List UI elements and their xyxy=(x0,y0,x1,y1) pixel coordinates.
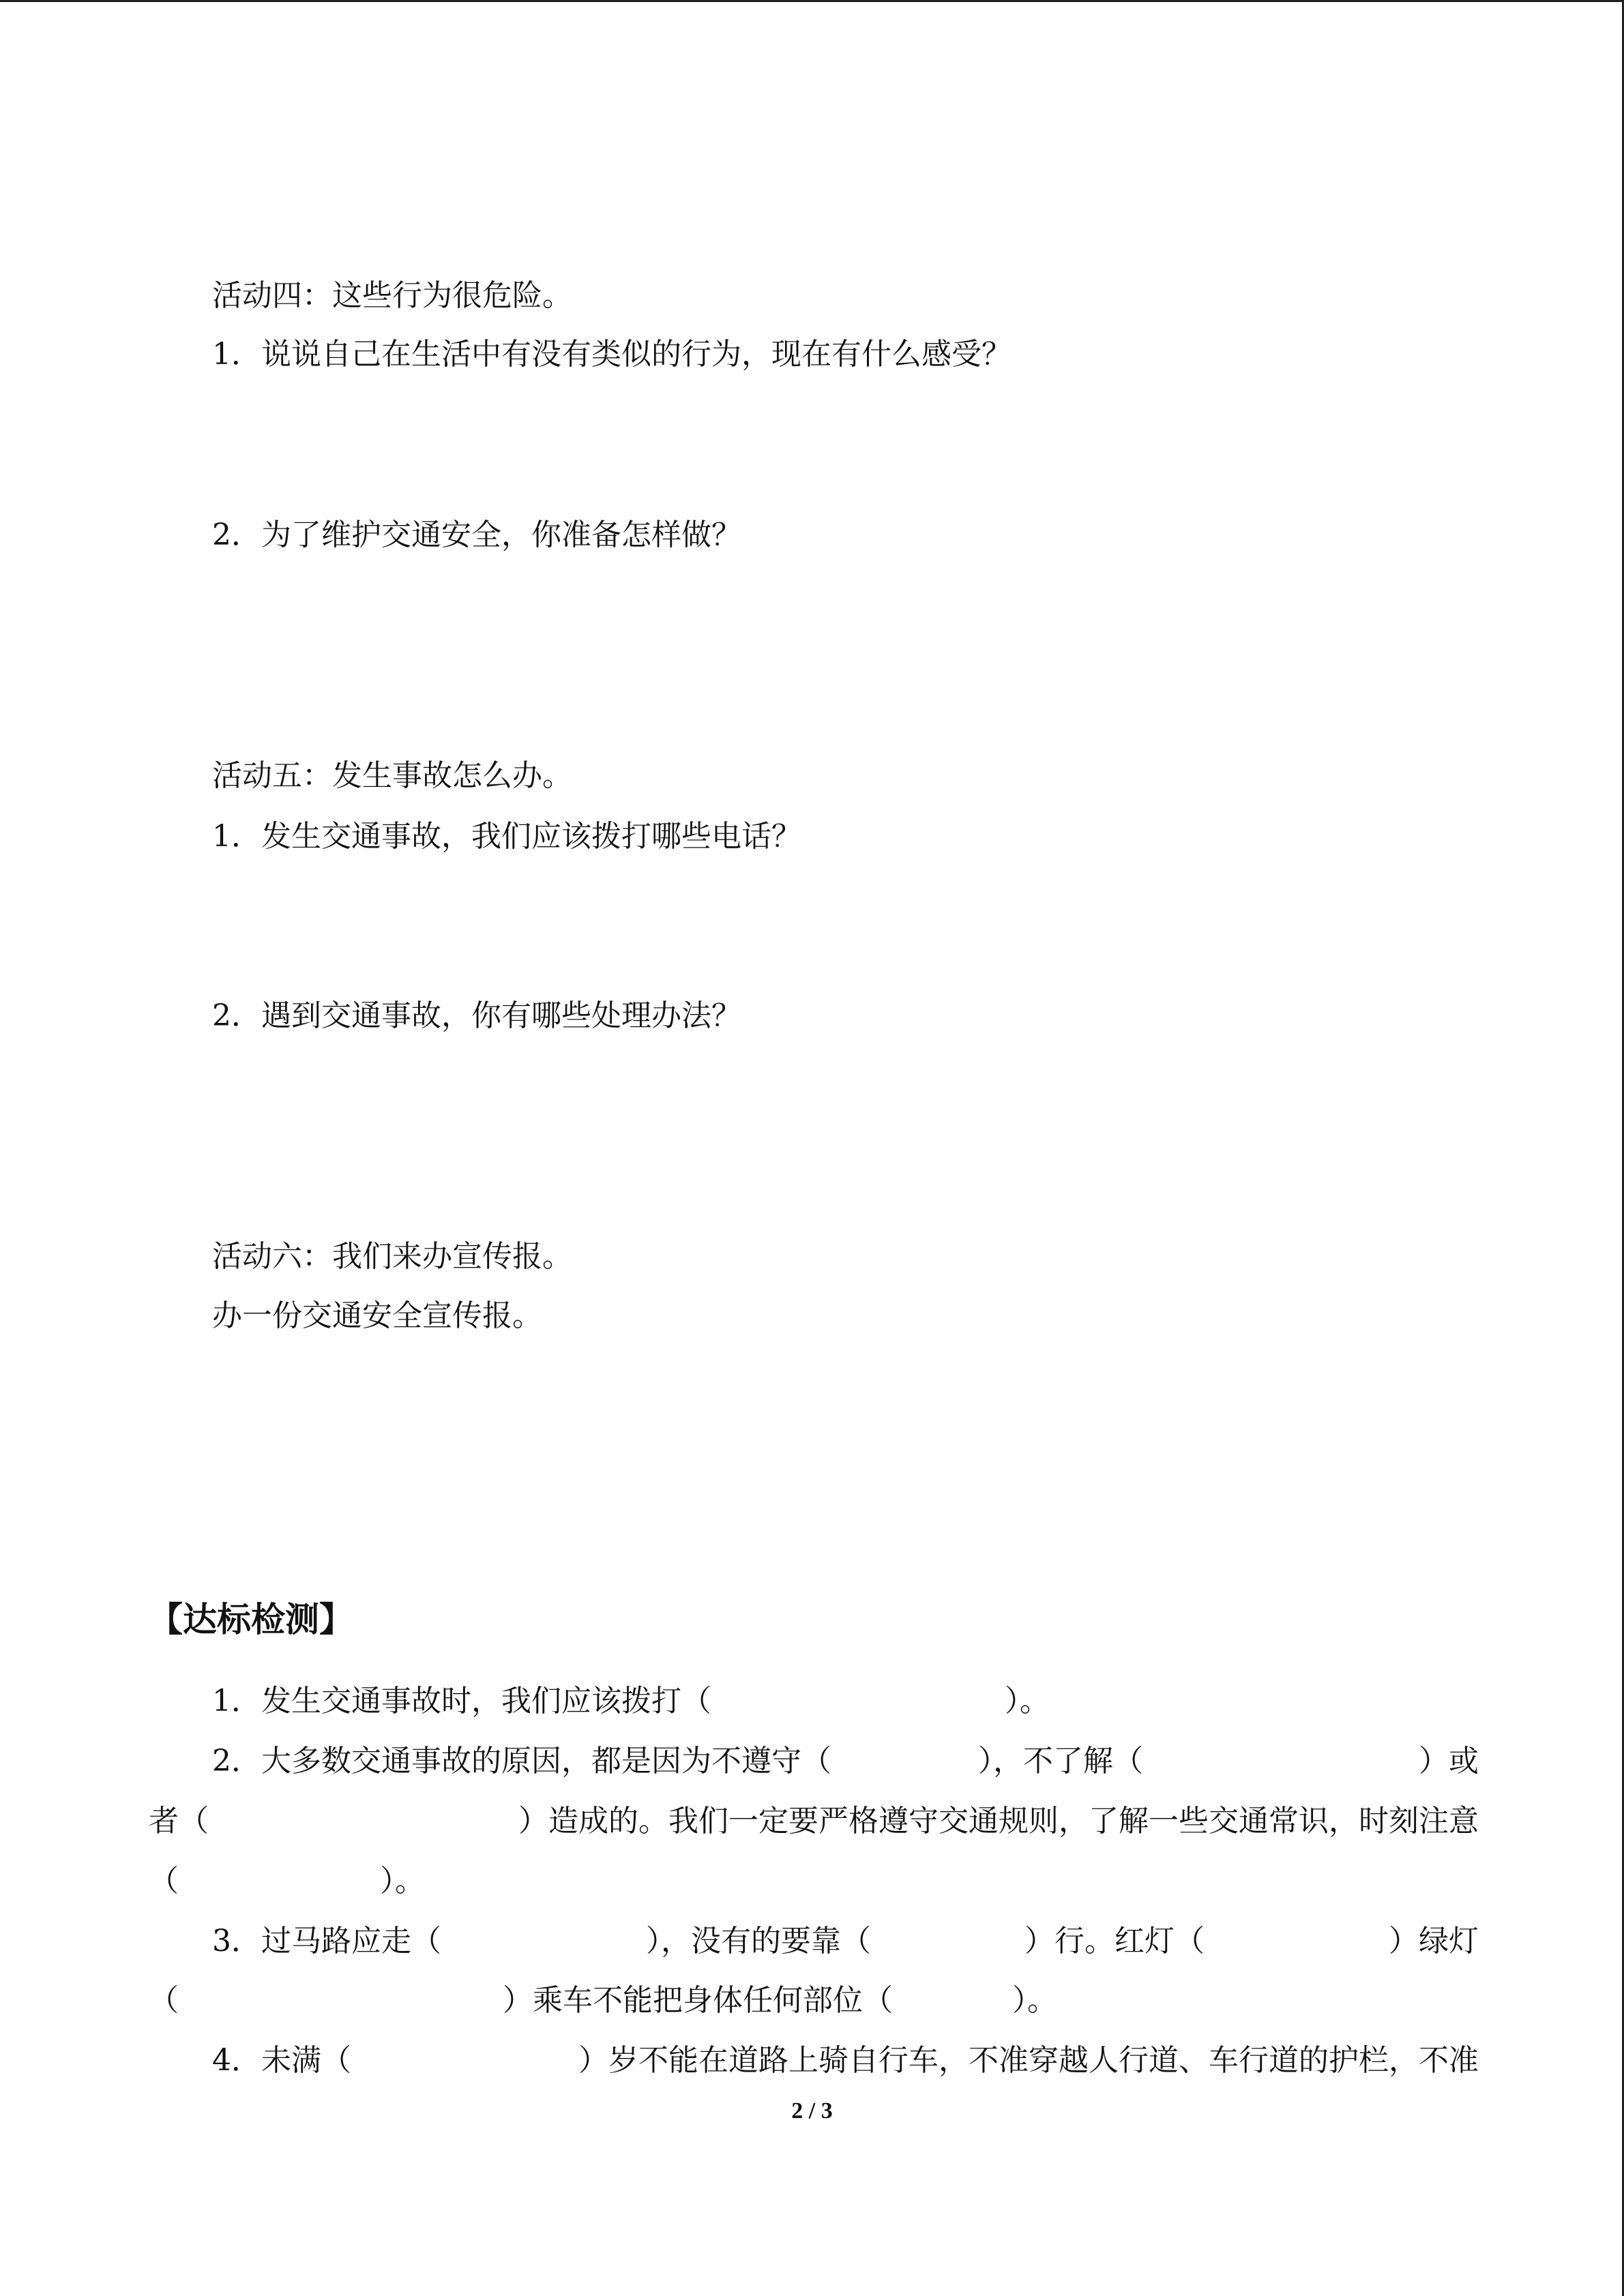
test-question-3-line-2 xyxy=(149,1980,1057,2021)
q4-text-a: 4．未满（ xyxy=(212,2043,351,2078)
q3-text-e: （ xyxy=(149,1983,179,2018)
test-question-2-line-3 xyxy=(149,1861,425,1902)
q4-text-b: ）岁不能在道路上骑自行车，不准穿越人行道、车行道的护栏，不准 xyxy=(578,2043,1479,2078)
top-border xyxy=(0,0,1624,2)
test-question-1 xyxy=(212,1681,1050,1722)
q2-text-c: ）或 xyxy=(1419,1744,1479,1778)
q3-text-f: ）乘车不能把身体任何部位（ xyxy=(503,1983,893,2018)
activity4-question-2: 2．为了维护交通安全，你准备怎样做？ xyxy=(212,518,741,552)
q3-text-g: ）。 xyxy=(1012,1983,1057,2018)
activity4-question-1: 1．说说自己在生活中有没有类似的行为，现在有什么感受？ xyxy=(212,337,1012,372)
q3-text-d: ）绿灯 xyxy=(1389,1924,1479,1958)
q3-text-a: 3．过马路应走（ xyxy=(212,1924,441,1958)
test-heading: 【达标检测】 xyxy=(149,1600,353,1639)
q1-text-b: ）。 xyxy=(1005,1684,1050,1718)
q2-text-e: ）造成的。我们一定要严格遵守交通规则，了解一些交通常识，时刻注意 xyxy=(518,1804,1479,1838)
test-question-2-line-1 xyxy=(149,1741,1479,1782)
q3-text-b: ），没有的要靠（ xyxy=(646,1924,871,1958)
q2-text-a: 2．大多数交通事故的原因，都是因为不遵守（ xyxy=(212,1744,831,1778)
q1-text-a: 1．发生交通事故时，我们应该拨打（ xyxy=(212,1684,711,1718)
activity5-title: 活动五：发生事故怎么办。 xyxy=(212,758,572,793)
q2-text-b: ），不了解（ xyxy=(978,1744,1143,1778)
q3-text-c: ）行。红灯（ xyxy=(1024,1924,1205,1958)
activity5-question-2: 2．遇到交通事故，你有哪些处理办法？ xyxy=(212,998,741,1033)
page-number: 2 / 3 xyxy=(791,2098,833,2123)
activity4-title: 活动四：这些行为很危险。 xyxy=(212,278,572,313)
q2-text-g: ）。 xyxy=(380,1864,425,1898)
activity5-question-1: 1．发生交通事故，我们应该拨打哪些电话？ xyxy=(212,819,801,854)
q2-text-d: 者（ xyxy=(149,1804,209,1838)
activity6-task: 办一份交通安全宣传报。 xyxy=(212,1298,542,1333)
q2-text-f: （ xyxy=(149,1864,179,1898)
activity6-title: 活动六：我们来办宣传报。 xyxy=(212,1239,572,1274)
test-question-4 xyxy=(149,2040,1479,2081)
test-question-2-line-2 xyxy=(149,1801,1479,1842)
test-question-3-line-1 xyxy=(149,1921,1479,1962)
